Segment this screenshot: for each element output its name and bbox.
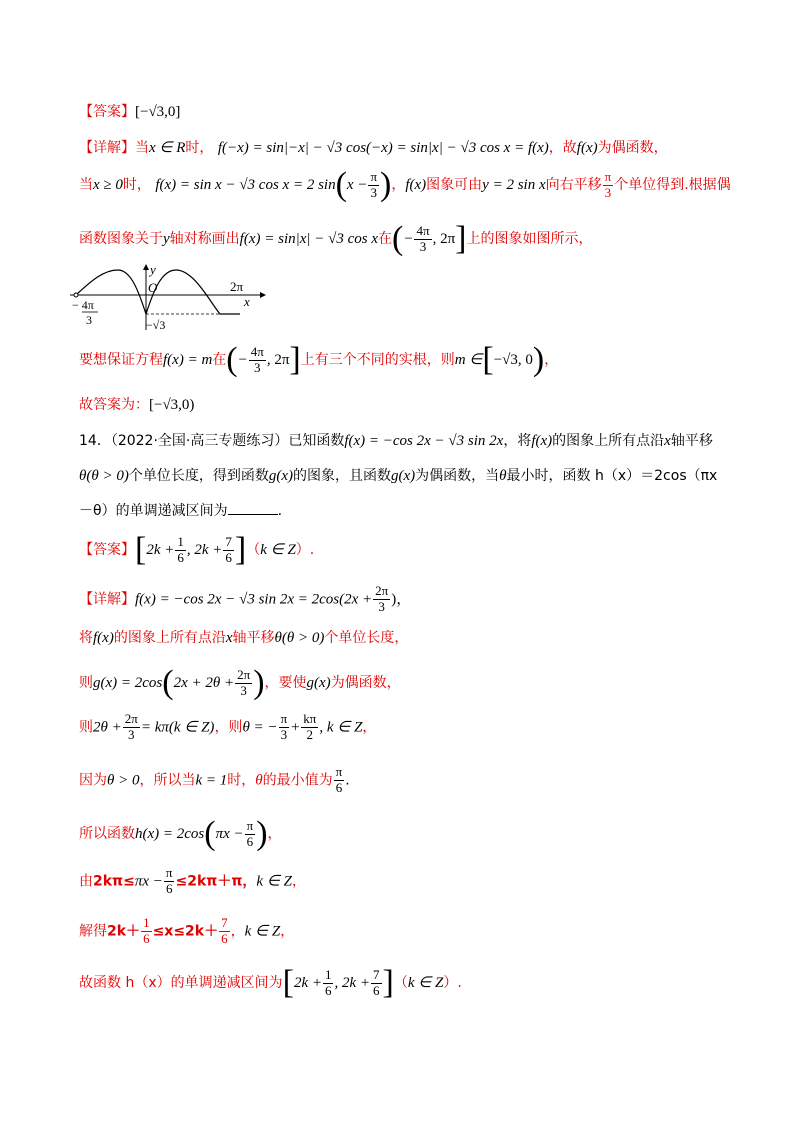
label-x: x [244, 294, 250, 309]
paren: ] [234, 531, 247, 568]
math: k ∈ Z [260, 542, 296, 558]
math: k = 1 [195, 772, 228, 789]
math: g(x) = 2cos [93, 675, 163, 691]
math: f(x) [531, 433, 553, 449]
math: f(x) = −cos 2x − √3 sin 2x [344, 433, 504, 449]
text: 2k＋ [107, 923, 141, 940]
math: , 0 [517, 352, 533, 368]
math: 2x + 2θ + [173, 675, 235, 691]
paren: ( [392, 220, 404, 257]
fraction: $\frac{2\pi}{3}$ [237, 666, 251, 698]
math: k ∈ Z [244, 923, 281, 940]
math: y [163, 231, 170, 247]
math: 2θ + [93, 719, 122, 736]
math: θ [499, 468, 507, 484]
label-neg4pi-num: − 4π [72, 298, 94, 312]
math: f(x) = −cos 2x − √3 sin 2x = 2cos(2x + [135, 591, 373, 608]
open-point [74, 293, 78, 297]
detail-label: 【详解】 [79, 591, 135, 608]
text: 个单位长度，得到函数 [128, 468, 269, 484]
text: （ [393, 975, 408, 991]
math: f(−x) = sin|−x| − √3 cos(−x) = sin|x| − √3 cos x = f(x) [217, 140, 549, 156]
detail-13-line-1 [79, 137, 668, 157]
text: －θ）的单调递减区间为 [79, 503, 228, 519]
text: 在 [212, 352, 227, 368]
text: （ [246, 542, 261, 558]
detail-14-line-9 [79, 966, 462, 1000]
answer-13-line [79, 101, 180, 121]
text: 则 [79, 719, 93, 736]
math: g(x) [306, 675, 331, 691]
math: , 2k + [334, 975, 370, 991]
paren: ] [289, 341, 301, 378]
y-arrow [143, 264, 149, 270]
fraction: $\frac{\pi}{3}$ [370, 168, 378, 200]
text: 的图象上所有点沿 [552, 433, 665, 449]
math: x − [346, 177, 368, 193]
text: 函数图象关于 [79, 231, 163, 247]
paren: ) [253, 664, 265, 701]
math: k ∈ Z [407, 975, 444, 991]
text: 上的图象如图所示， [466, 231, 593, 247]
text: 所以函数 [79, 826, 135, 842]
text: ）. [443, 975, 462, 991]
math: , 2k + [186, 542, 223, 558]
label-2pi: 2π [230, 279, 244, 294]
math: , 2π [432, 231, 456, 247]
text: . [345, 772, 350, 789]
fraction: $\frac{\pi}{3}$ [280, 711, 288, 742]
text: 2kπ≤ [93, 873, 135, 890]
question-14-line-3 [79, 500, 282, 520]
detail-13-line-5 [79, 394, 194, 414]
text: 时， [227, 772, 256, 789]
text: 个单位长度， [324, 630, 409, 646]
text: ≤x≤2k＋ [152, 923, 219, 940]
question-14-line-2 [79, 465, 717, 485]
math: πx − [134, 873, 163, 890]
text: 图象可由 [426, 177, 483, 193]
sine-graph [70, 262, 270, 332]
paren: ( [226, 341, 238, 378]
text: ，将 [503, 433, 532, 449]
text: 的图象，且函数 [293, 468, 392, 484]
detail-14-line-5 [79, 765, 350, 796]
detail-13-line-4 [79, 343, 558, 377]
curve [76, 270, 240, 314]
fraction: $\frac{7}{6}$ [225, 533, 232, 565]
text: 轴对称画出 [169, 231, 240, 247]
text: 轴平移 [670, 433, 713, 449]
text: 的图象上所有点沿 [113, 630, 226, 646]
paren: ) [532, 341, 545, 378]
text: 则 [79, 675, 93, 691]
paren: [ [282, 964, 294, 1001]
math: = kπ(k ∈ Z) [140, 719, 215, 736]
text: 故函数 h（x）的单调递减区间为 [79, 975, 283, 991]
math: m ∈ [454, 352, 483, 368]
math: , 2π [266, 352, 290, 368]
detail-14-line-4 [79, 712, 376, 743]
text: 因为 [79, 772, 107, 789]
math: θ = − [242, 719, 278, 736]
answer-label: 【答案】 [79, 542, 135, 558]
fraction: $\frac{\pi}{6}$ [165, 865, 173, 896]
math: 2k + [146, 542, 175, 558]
label-o: O [148, 280, 158, 295]
math: + [290, 719, 301, 736]
text: 为偶函数， [330, 675, 401, 691]
answer-14-line [79, 533, 314, 567]
text: 轴平移 [232, 630, 275, 646]
math: θ > 0 [107, 772, 140, 789]
paren: ( [204, 815, 216, 852]
detail-label: 【详解】 [79, 140, 135, 156]
fraction: $\frac{\pi}{6}$ [335, 764, 343, 795]
question-14-line-1 [79, 430, 713, 450]
detail-13-line-2 [79, 168, 731, 202]
text: ，故 [548, 140, 577, 156]
math: x [664, 433, 671, 449]
answer-label: 【答案】 [79, 104, 135, 120]
text: 上有三个不同的实根，则 [300, 352, 455, 368]
math: x ≥ 0 [93, 177, 123, 193]
math: f(x) [93, 630, 114, 646]
text: 为偶函数， [597, 140, 668, 156]
math: )， [391, 591, 412, 608]
detail-14-line-3 [79, 666, 401, 700]
text: ， [391, 177, 406, 193]
math: x [225, 630, 233, 646]
text: 最小时，函数 h（x）＝2cos（πx [506, 468, 718, 484]
text: ， [544, 352, 559, 368]
math: f(x) [576, 140, 598, 156]
text: 当 [135, 140, 149, 156]
text: ， [267, 826, 282, 842]
text: 个单位得到.根据偶 [614, 177, 731, 193]
fraction: $\frac{\pi}{6}$ [246, 817, 254, 849]
text: 的最小值为 [262, 772, 333, 789]
math: θ(θ > 0) [274, 630, 325, 646]
answer-value: [−√3,0] [135, 104, 181, 120]
math: f(x) = m [163, 352, 213, 368]
text: 将 [79, 630, 93, 646]
paren: ) [380, 166, 392, 203]
text: 14．（2022·全国·高三专题练习）已知函数 [79, 433, 345, 449]
fraction: $\frac{7}{6}$ [221, 915, 228, 946]
math: x ∈ R [149, 140, 186, 156]
text: ， [362, 719, 377, 736]
math: [−√3,0) [149, 397, 195, 413]
text: ≤2kπ＋π， [175, 873, 257, 890]
math: θ(θ > 0) [79, 468, 129, 484]
math: f(x) [405, 177, 427, 193]
paren: ] [382, 964, 394, 1001]
text: 解得 [79, 923, 107, 940]
math: f(x) = sin x − √3 cos x = 2 sin [155, 177, 336, 193]
label-negsqrt3: −√3 [146, 318, 166, 332]
x-arrow [260, 292, 266, 298]
text: 时， [185, 140, 214, 156]
fraction: $\frac{7}{6}$ [373, 966, 380, 998]
detail-13-line-3 [79, 222, 592, 256]
math: h(x) = 2cos [135, 826, 205, 842]
fraction: $\frac{2\pi}{3}$ [124, 711, 138, 742]
fraction: $\frac{\pi}{3}$ [604, 168, 612, 200]
math: g(x) [268, 468, 294, 484]
math: , k ∈ Z [319, 719, 363, 736]
text: ， [292, 873, 306, 890]
math: − [403, 231, 414, 247]
text: 在 [378, 231, 393, 247]
text: 时， [122, 177, 151, 193]
paren: ( [162, 664, 174, 701]
detail-14-line-8 [79, 916, 294, 947]
fraction: $\frac{4\pi}{3}$ [416, 222, 430, 254]
text: ，所以当 [139, 772, 196, 789]
paren: ( [335, 166, 347, 203]
answer-blank [228, 500, 278, 515]
math: θ [255, 772, 263, 789]
math: πx − [215, 826, 244, 842]
detail-14-line-7 [79, 866, 306, 897]
detail-14-line-1 [79, 584, 411, 615]
text: ，则 [214, 719, 243, 736]
math: y = 2 sin x [482, 177, 546, 193]
math: − [237, 352, 248, 368]
paren: [ [135, 531, 147, 568]
paren: ] [455, 220, 467, 257]
detail-14-line-2 [79, 627, 408, 647]
text: ）. [295, 542, 315, 558]
fraction: $\frac{1}{6}$ [324, 966, 332, 998]
fraction: $\frac{1}{6}$ [177, 533, 184, 565]
math: 2k + [293, 975, 322, 991]
text: 故答案为： [79, 397, 149, 413]
text: 当 [79, 177, 93, 193]
fraction: $\frac{k\pi}{2}$ [303, 711, 317, 742]
math: k ∈ Z [256, 873, 292, 890]
paren: ) [256, 815, 268, 852]
text: 由 [79, 873, 93, 890]
math: g(x) [391, 468, 416, 484]
paren: [ [482, 341, 494, 378]
fraction: $\frac{1}{6}$ [143, 915, 150, 946]
text: 为偶函数，当 [415, 468, 500, 484]
label-y: y [150, 262, 156, 277]
text: . [277, 503, 283, 519]
fraction: $\frac{2\pi}{3}$ [375, 583, 389, 614]
label-neg4pi-den: 3 [86, 313, 92, 327]
text: 向右平移 [545, 177, 602, 193]
math: f(x) = sin|x| − √3 cos x [239, 231, 379, 247]
text: ， [280, 923, 295, 940]
text: 要想保证方程 [79, 352, 163, 368]
math: −√3 [493, 352, 518, 368]
text: ，要使 [264, 675, 307, 691]
detail-14-line-6 [79, 817, 282, 851]
text: ， [230, 923, 245, 940]
fraction: $\frac{4\pi}{3}$ [250, 343, 264, 375]
